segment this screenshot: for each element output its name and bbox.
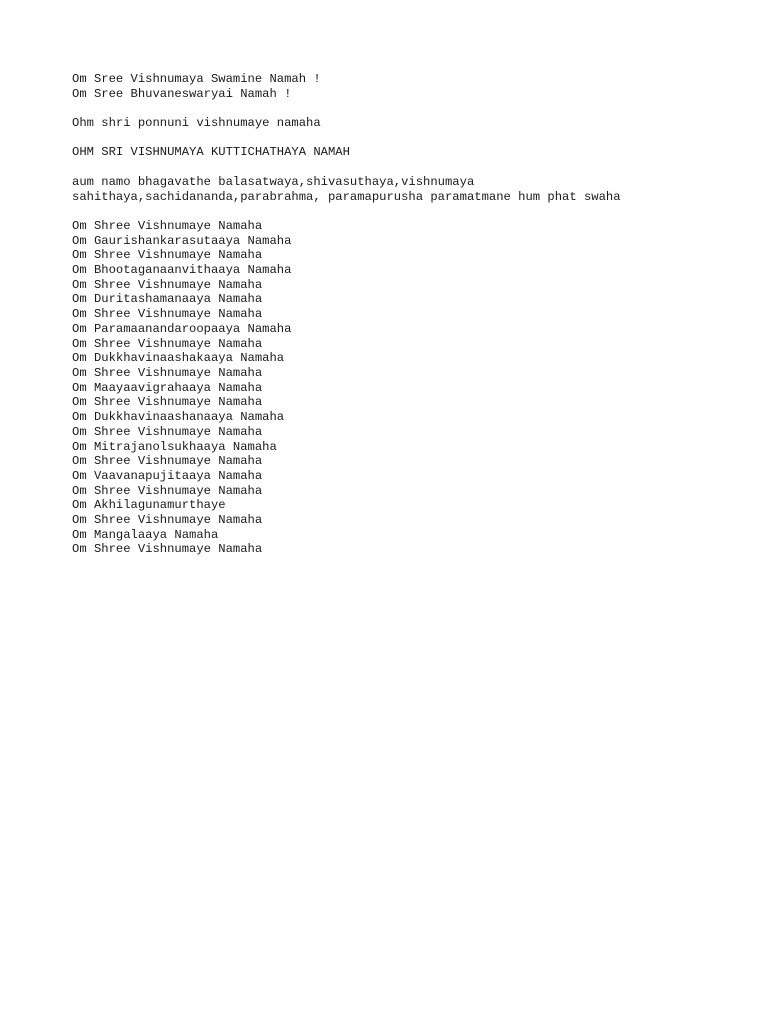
namavali-line: Om Shree Vishnumaye Namaha [72,454,263,469]
namavali-line: Om Mangalaaya Namaha [72,527,219,542]
namavali-list [72,219,752,557]
namavali-line: Om Shree Vishnumaye Namaha [72,336,263,351]
blank-line [72,131,752,146]
blank-line [72,204,752,219]
namavali-line: Om Dukkhavinaashakaaya Namaha [72,351,285,366]
ponnuni-block [72,116,752,131]
namavali-line: Om Shree Vishnumaye Namaha [72,248,263,263]
header-block [72,72,752,101]
namavali-line: Om Vaavanapujitaaya Namaha [72,468,263,483]
document-page [72,72,752,557]
namavali-line: Om Mitrajanolsukhaaya Namaha [72,439,277,454]
namavali-line: Om Shree Vishnumaye Namaha [72,424,263,439]
namavali-line: Om Akhilagunamurthaye [72,498,226,513]
namavali-line: Om Shree Vishnumaye Namaha [72,542,263,557]
namavali-line: Om Gaurishankarasutaaya Namaha [72,233,292,248]
namavali-line: Om Shree Vishnumaye Namaha [72,366,263,380]
namavali-line: Om Bhootaganaanvithaaya Namaha [72,263,292,278]
namavali-line: Om Duritashamanaaya Namaha [72,292,263,307]
header-line: Om Sree Vishnumaya Swamine Namah ! [72,72,321,86]
namavali-line: Om Shree Vishnumaye Namaha [72,395,263,410]
ponnuni-line: Ohm shri ponnuni vishnumaye namaha [72,116,321,131]
namavali-line: Om Dukkhavinaashanaaya Namaha [72,410,285,425]
header-line: Om Sree Bhuvaneswaryai Namah ! [72,86,292,101]
mantra-line: sahithaya,sachidananda,parabrahma, paramapurusha paramatmane hum phat swaha [72,189,621,204]
blank-line [72,160,752,175]
kuttichathaya-block [72,145,752,160]
namavali-line: Om Shree Vishnumaye Namaha [72,307,263,322]
blank-line [72,101,752,116]
mantra-line: aum namo bhagavathe balasatwaya,shivasuthaya,vishnumaya [72,174,475,189]
namavali-line: Om Shree Vishnumaye Namaha [72,218,263,233]
kuttichathaya-line: OHM SRI VISHNUMAYA KUTTICHATHAYA NAMAH [72,145,350,160]
namavali-line: Om Shree Vishnumaye Namaha [72,277,263,292]
namavali-line: Om Maayaavigrahaaya Namaha [72,380,263,395]
mantra-block [72,175,752,204]
namavali-line: Om Shree Vishnumaye Namaha [72,483,263,498]
namavali-line: Om Paramaanandaroopaaya Namaha [72,321,292,336]
namavali-line: Om Shree Vishnumaye Namaha [72,513,263,528]
